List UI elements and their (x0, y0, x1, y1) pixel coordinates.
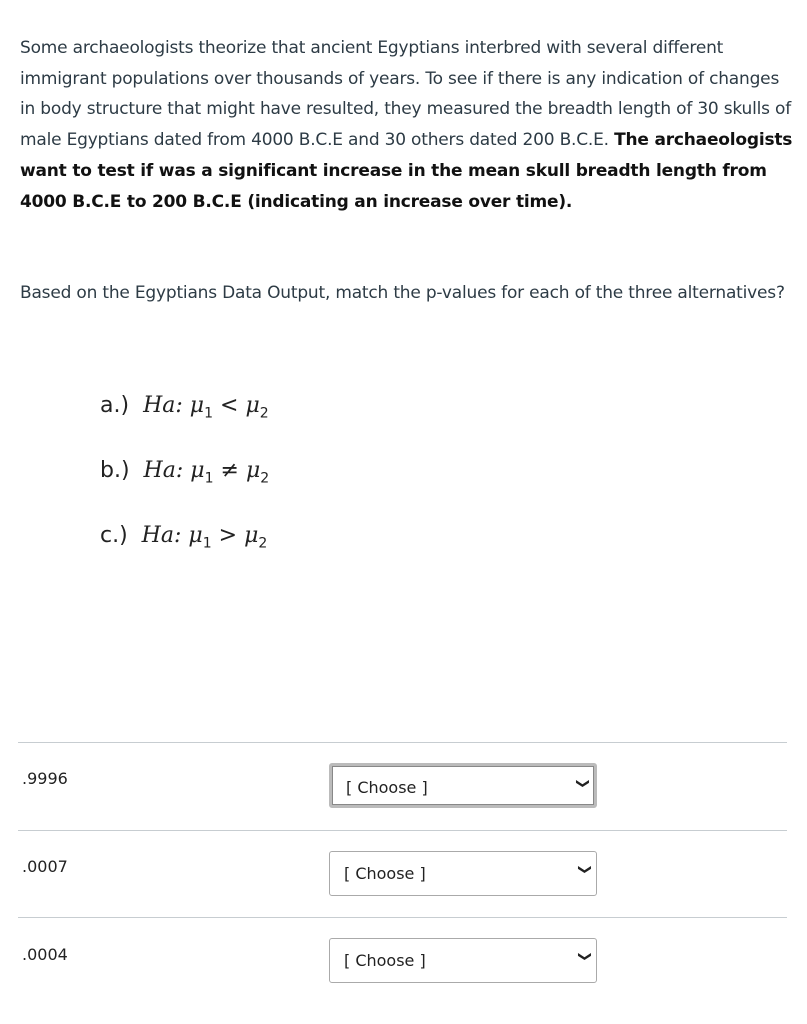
alternative-b: b.) Ha: $\mu_1 \ne \mu_2$ (100, 458, 270, 487)
intro-text: Some archaeologists theorize that ancient Egyptians interbred with several different immigrant populations over thousands of years. To see if there is any indication of changes in body structure that might have resulted, they measured the breadth length of 30 skulls of male Egyptians dated from 4000 B.C.E and 30 others dated 200 B.C.E. (20, 38, 791, 151)
match-select-2[interactable] (329, 851, 597, 896)
chevron-down-icon: ❯ (577, 951, 593, 962)
divider (18, 830, 787, 831)
divider (18, 917, 787, 918)
match-select-1[interactable] (329, 763, 597, 808)
select-value: [ Choose ] (344, 864, 426, 883)
chevron-down-icon: ❯ (575, 778, 591, 789)
question-text (20, 33, 795, 217)
match-select-3[interactable] (329, 938, 597, 983)
select-value: [ Choose ] (344, 951, 426, 970)
alternative-a: a.) Ha: $\mu_1 < \mu_2$ (100, 393, 269, 422)
divider (18, 742, 787, 743)
chevron-down-icon: ❯ (577, 864, 593, 875)
prompt-text: Based on the Egyptians Data Output, match the p-values for each of the three alternatives? (20, 283, 785, 303)
bold-text: The archaeologists want to test if was a significant increase in the mean skull breadth length from 4000 B.C.E to 200 B.C.E (indicating an increase over time). (20, 130, 793, 212)
pvalue-label: .0007 (22, 857, 68, 876)
pvalue-label: .9996 (22, 769, 68, 788)
alternative-c: c.) Ha: $\mu_1 > \mu_2$ (100, 523, 268, 552)
select-value: [ Choose ] (346, 778, 428, 797)
pvalue-label: .0004 (22, 945, 68, 964)
